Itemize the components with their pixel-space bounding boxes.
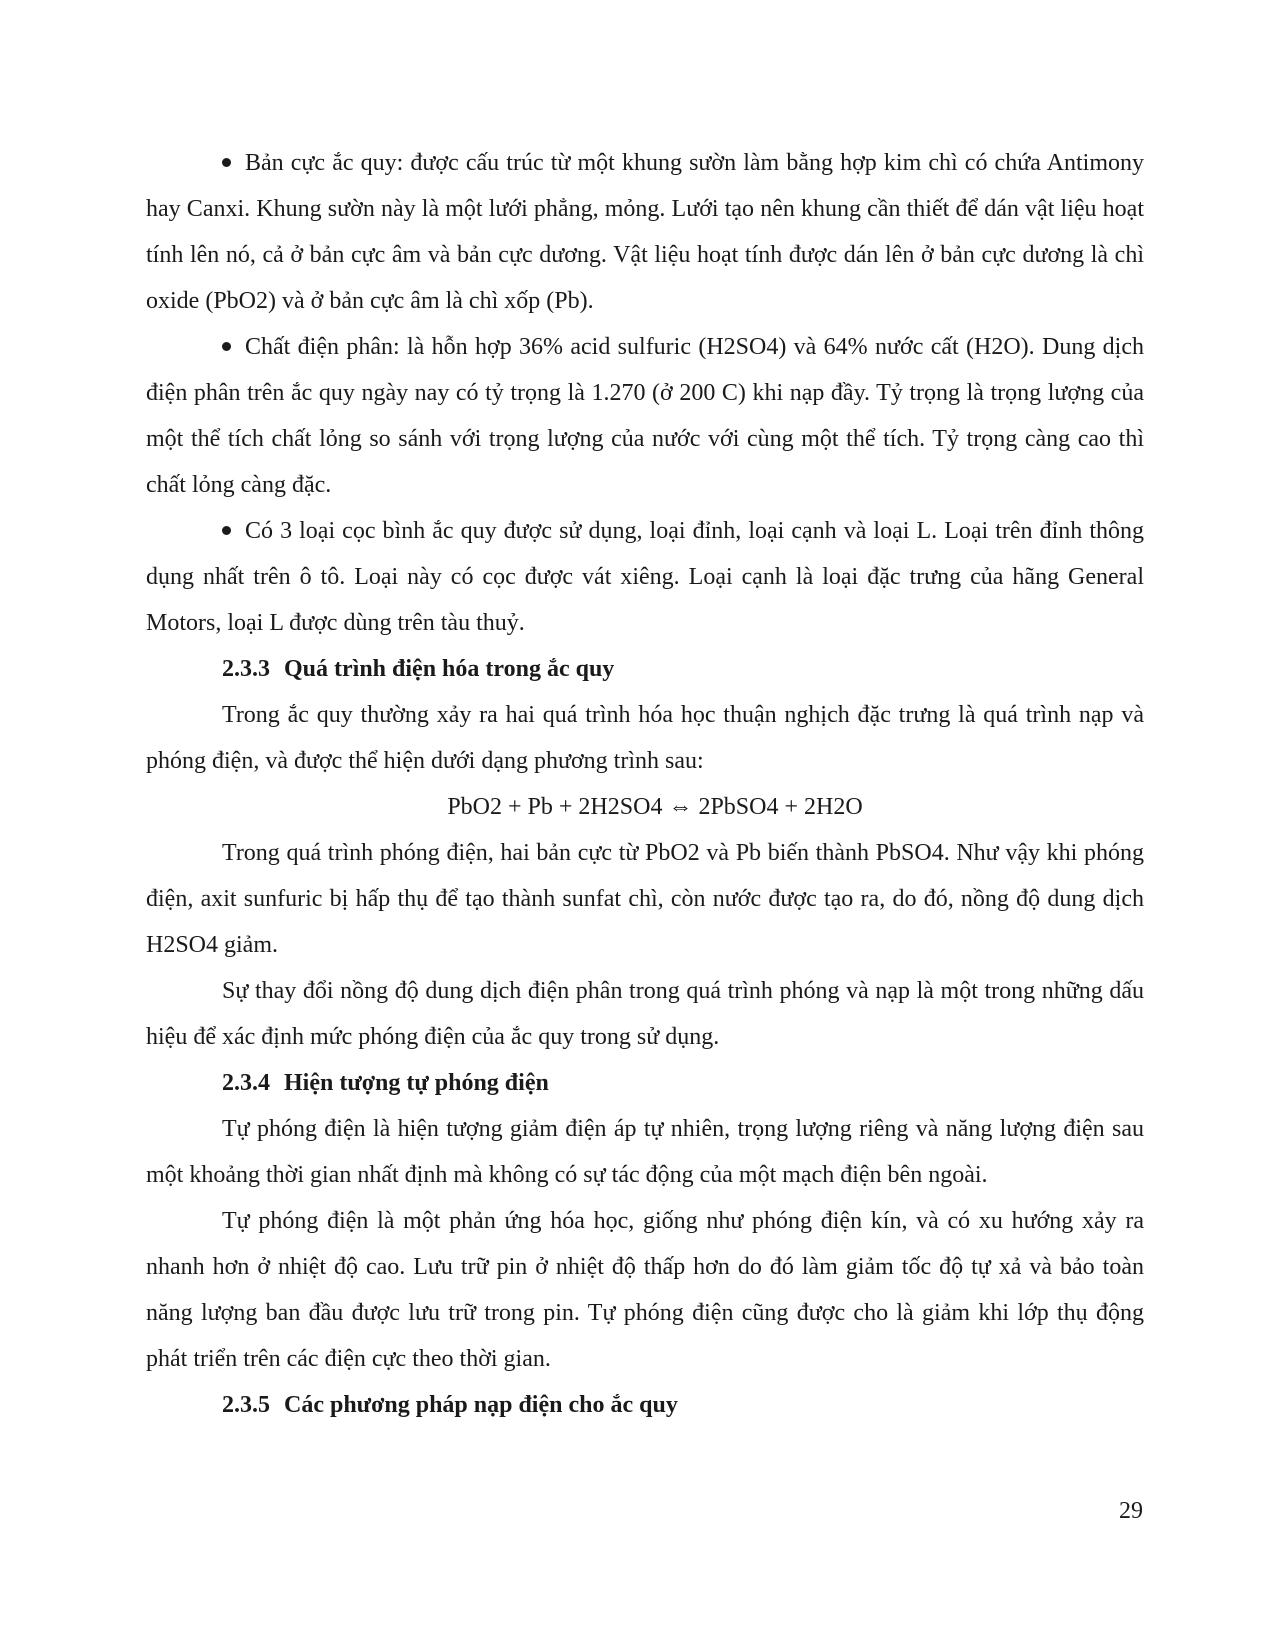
bullet-text: Bản cực ắc quy: được cấu trúc từ một khung sườn làm bằng hợp kim chì có chứa Antimony hay Canxi. Khung sườn này là một lưới phẳng, mỏng. Lưới tạo nên khung cần thiết để dán vật liệu hoạt tính lên nó, cả ở bản cực âm và bản cực dương. Vật liệu hoạt tính được dán lên ở bản cực dương là chì oxide (PbO2) và ở bản cực âm là chì xốp (Pb). [146, 150, 1144, 314]
body-paragraph: Tự phóng điện là một phản ứng hóa học, giống như phóng điện kín, và có xu hướng xảy ra nhanh hơn ở nhiệt độ cao. Lưu trữ pin ở nhiệt độ thấp hơn do đó làm giảm tốc độ tự xả và bảo toàn năng lượng ban đầu được lưu trữ trong pin. Tự phóng điện cũng được cho là giảm khi lớp thụ động phát triển trên các điện cực theo thời gian. [146, 1208, 1144, 1372]
section-number: 2.3.4 [222, 1070, 270, 1096]
bullet-text: Chất điện phân: là hỗn hợp 36% acid sulfuric (H2SO4) và 64% nước cất (H2O). Dung dịch điện phân trên ắc quy ngày nay có tỷ trọng là 1.270 (ở 200 C) khi nạp đầy. Tỷ trọng là trọng lượng của một thể tích chất lỏng so sánh với trọng lượng của nước với cùng một thể tích. Tỷ trọng càng cao thì chất lỏng càng đặc. [146, 334, 1144, 498]
section-heading-2-3-3 [146, 646, 1144, 692]
bullet-paragraph-terminals [146, 508, 1144, 646]
section-title: Các phương pháp nạp điện cho ắc quy [284, 1392, 678, 1418]
body-paragraph: Trong quá trình phóng điện, hai bản cực từ PbO2 và Pb biến thành PbSO4. Như vậy khi phóng điện, axit sunfuric bị hấp thụ để tạo thành sunfat chì, còn nước được tạo ra, do đó, nồng độ dung dịch H2SO4 giảm. [146, 840, 1144, 958]
chemical-equation: PbO2 + Pb + 2H2SO4 ⇔ 2PbSO4 + 2H2O [447, 794, 863, 820]
section-number: 2.3.3 [222, 656, 270, 682]
section-heading-2-3-5 [146, 1382, 1144, 1428]
bullet-paragraph-plates [146, 140, 1144, 324]
section-number: 2.3.5 [222, 1392, 270, 1418]
bullet-icon [222, 526, 231, 535]
bullet-icon [222, 158, 231, 167]
body-paragraph: Trong ắc quy thường xảy ra hai quá trình hóa học thuận nghịch đặc trưng là quá trình nạp và phóng điện, và được thể hiện dưới dạng phương trình sau: [146, 702, 1144, 774]
section-title: Hiện tượng tự phóng điện [284, 1070, 549, 1096]
page-number: 29 [1119, 1498, 1143, 1524]
bullet-text: Có 3 loại cọc bình ắc quy được sử dụng, loại đỉnh, loại cạnh và loại L. Loại trên đỉnh thông dụng nhất trên ô tô. Loại này có cọc được vát xiêng. Loại cạnh là loại đặc trưng của hãng General Motors, loại L được dùng trên tàu thuỷ. [146, 518, 1144, 636]
section-title: Quá trình điện hóa trong ắc quy [284, 656, 615, 682]
body-paragraph: Sự thay đổi nồng độ dung dịch điện phân trong quá trình phóng và nạp là một trong những dấu hiệu để xác định mức phóng điện của ắc quy trong sử dụng. [146, 978, 1144, 1050]
page-content [146, 140, 1144, 1428]
bullet-paragraph-electrolyte [146, 324, 1144, 508]
body-paragraph: Tự phóng điện là hiện tượng giảm điện áp tự nhiên, trọng lượng riêng và năng lượng điện sau một khoảng thời gian nhất định mà không có sự tác động của một mạch điện bên ngoài. [146, 1116, 1144, 1188]
section-heading-2-3-4 [146, 1060, 1144, 1106]
bullet-icon [222, 342, 231, 351]
